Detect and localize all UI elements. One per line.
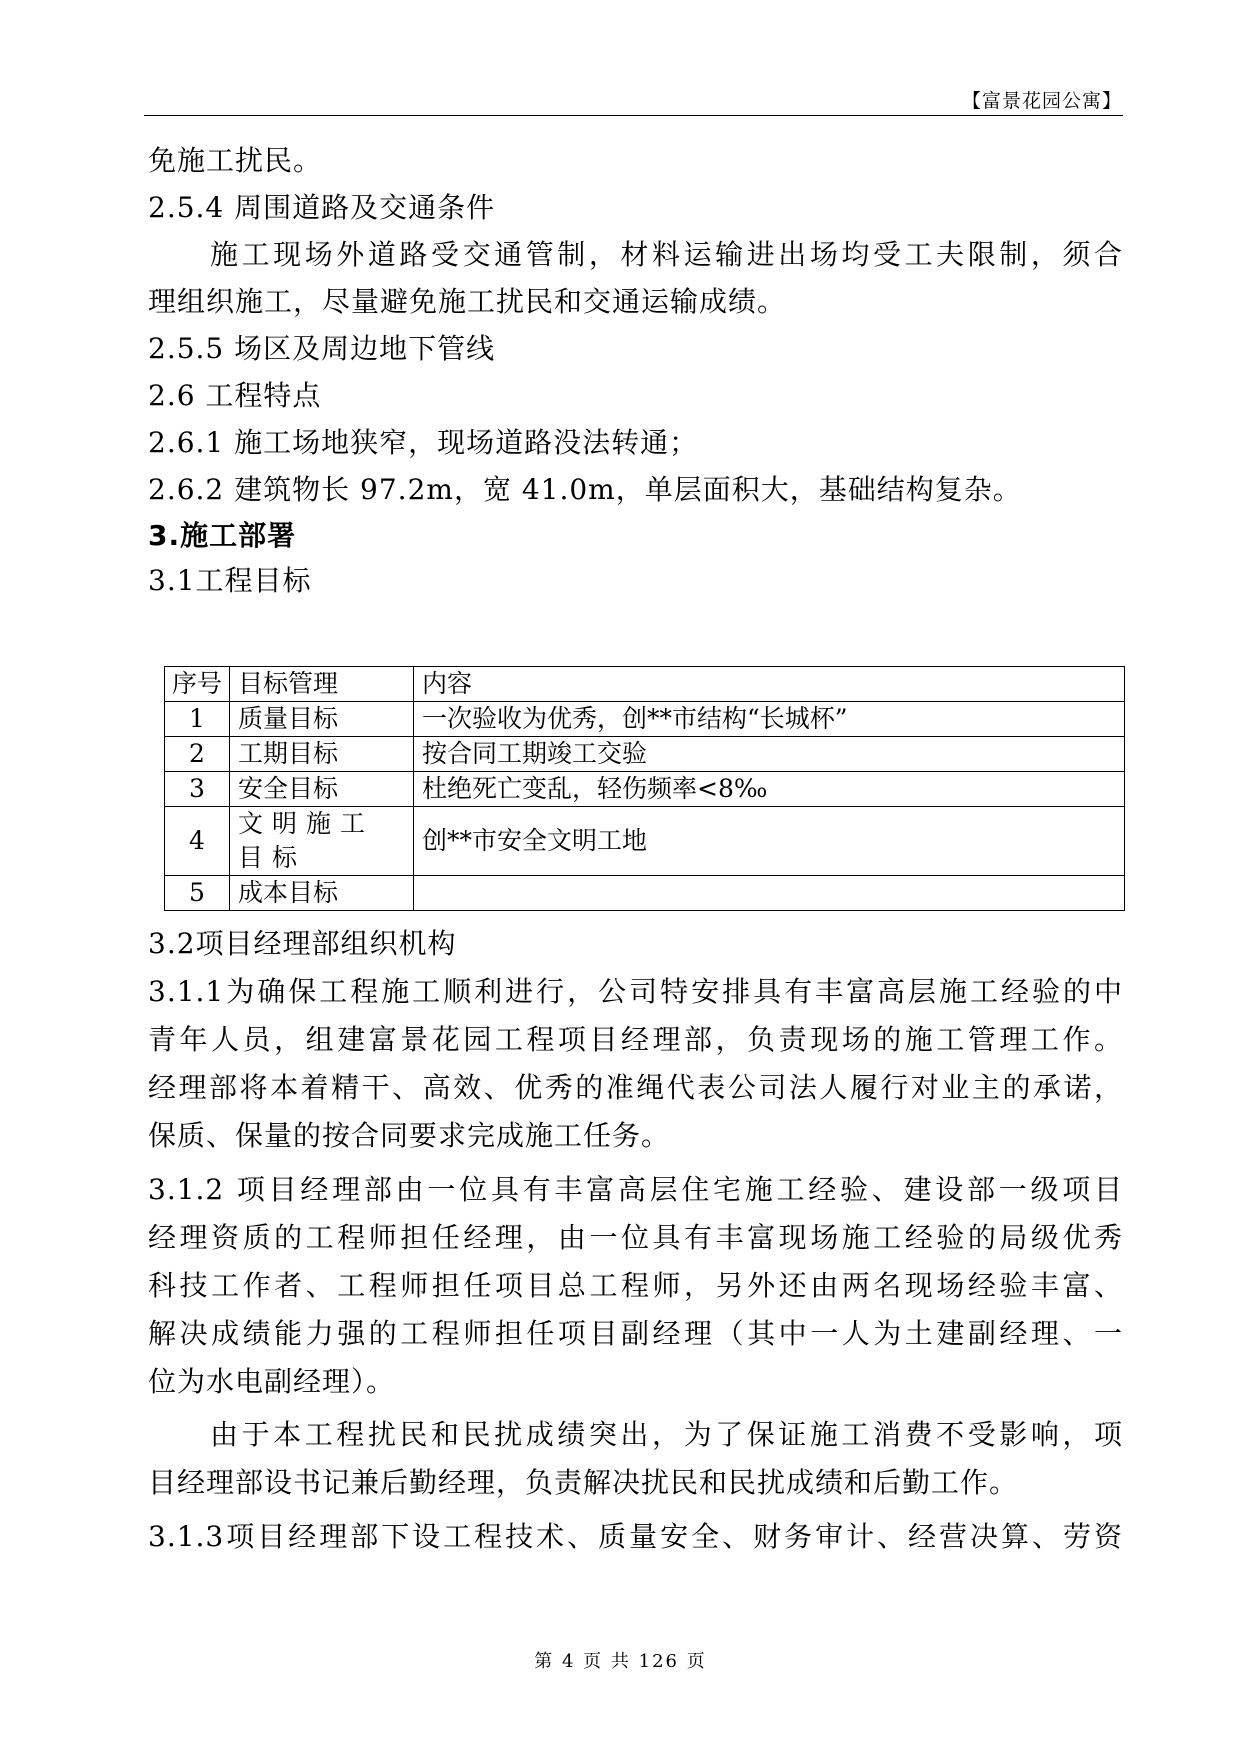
paragraph-line: 施工现场外道路受交通管制，材料运输进出场均受工夫限制，须合 <box>210 238 1123 271</box>
list-item-2-6-2: 2.6.2 建筑物长 97.2m，宽 41.0m，单层面积大，基础结构复杂。 <box>148 473 1022 506</box>
header-cell-index: 序号 <box>165 667 230 702</box>
table-header-row <box>165 667 1125 702</box>
cell-goal: 文明施工目标 <box>230 807 414 876</box>
chapter-heading-3: 3.施工部署 <box>148 519 297 552</box>
paragraph-line: 青年人员，组建富景花园工程项目经理部，负责现场的施工管理工作。 <box>148 1023 1123 1056</box>
paragraph-line: 3.1.3项目经理部下设工程技术、质量安全、财务审计、经营决算、劳资 <box>148 1520 1123 1553</box>
cell-content: 一次验收为优秀，创**市结构“长城杯” <box>414 702 1125 737</box>
section-heading-2-5-4: 2.5.4 周围道路及交通条件 <box>148 191 496 224</box>
header-title: 【富景花园公寓】 <box>961 90 1122 112</box>
cell-goal: 质量目标 <box>230 702 414 737</box>
section-heading-3-1: 3.1工程目标 <box>148 564 312 597</box>
paragraph-line: 3.1.1为确保工程施工顺利进行，公司特安排具有丰富高层施工经验的中 <box>148 975 1123 1008</box>
cell-goal: 成本目标 <box>230 876 414 911</box>
cell-index: 5 <box>165 876 230 911</box>
paragraph-line: 由于本工程扰民和民扰成绩突出，为了保证施工消费不受影响，项 <box>210 1418 1123 1451</box>
table-row <box>165 807 1125 876</box>
paragraph-line: 位为水电副经理）。 <box>148 1365 396 1398</box>
cell-content <box>414 876 1125 911</box>
table-row <box>165 772 1125 807</box>
section-heading-2-6: 2.6 工程特点 <box>148 379 322 412</box>
paragraph-line: 科技工作者、工程师担任项目总工程师，另外还由两名现场经验丰富、 <box>148 1269 1123 1302</box>
cell-goal: 安全目标 <box>230 772 414 807</box>
header-cell-content: 内容 <box>414 667 1125 702</box>
cell-content: 创**市安全文明工地 <box>414 807 1125 876</box>
cell-content: 按合同工期竣工交验 <box>414 737 1125 772</box>
paragraph-line: 目经理部设书记兼后勤经理，负责解决扰民和民扰成绩和后勤工作。 <box>148 1466 1019 1499</box>
paragraph-line: 保质、保量的按合同要求完成施工任务。 <box>148 1119 671 1152</box>
header-cell-goal: 目标管理 <box>230 667 414 702</box>
page-number-footer: 第 4 页 共 126 页 <box>534 1651 707 1672</box>
cell-goal: 工期目标 <box>230 737 414 772</box>
section-heading-2-5-5: 2.5.5 场区及周边地下管线 <box>148 332 496 365</box>
list-item-2-6-1: 2.6.1 施工场地狭窄，现场道路没法转通； <box>148 426 699 459</box>
project-goals-table <box>164 666 1125 911</box>
paragraph-line: 经理资质的工程师担任经理，由一位具有丰富现场施工经验的局级优秀 <box>148 1221 1123 1254</box>
paragraph-line: 免施工扰民。 <box>148 144 323 177</box>
cell-content: 杜绝死亡变乱，轻伤频率<8‰ <box>414 772 1125 807</box>
table-row <box>165 702 1125 737</box>
table-row <box>165 737 1125 772</box>
cell-index: 1 <box>165 702 230 737</box>
section-heading-3-2: 3.2项目经理部组织机构 <box>148 927 457 960</box>
paragraph-line: 理组织施工，尽量避免施工扰民和交通运输成绩。 <box>148 285 787 318</box>
paragraph-line: 解决成绩能力强的工程师担任项目副经理（其中一人为土建副经理、一 <box>148 1317 1123 1350</box>
paragraph-line: 经理部将本着精干、高效、优秀的准绳代表公司法人履行对业主的承诺， <box>148 1071 1123 1104</box>
cell-index: 2 <box>165 737 230 772</box>
cell-index: 4 <box>165 807 230 876</box>
paragraph-line: 3.1.2 项目经理部由一位具有丰富高层住宅施工经验、建设部一级项目 <box>148 1173 1123 1206</box>
table-row <box>165 876 1125 911</box>
header-divider <box>144 115 1123 116</box>
cell-index: 3 <box>165 772 230 807</box>
